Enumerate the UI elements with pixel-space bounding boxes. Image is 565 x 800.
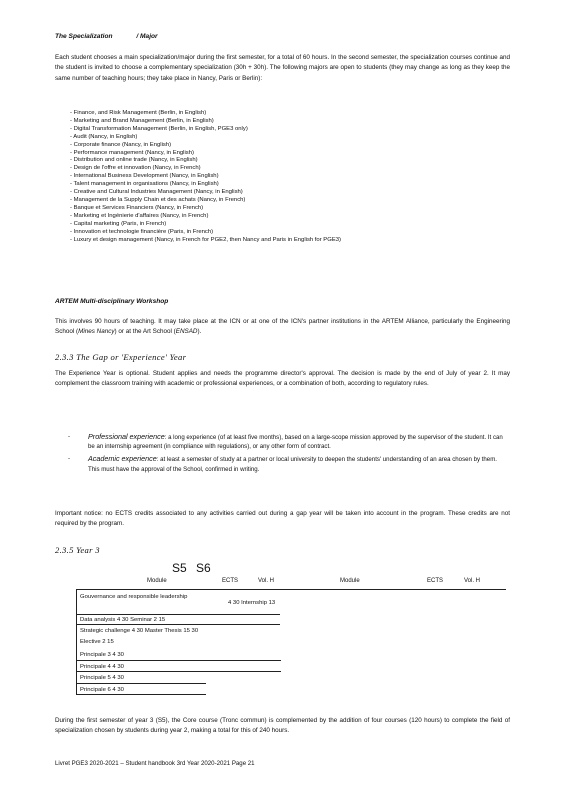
major-item: - Corporate finance (Nancy, in English): [70, 141, 172, 148]
table-rule: [76, 683, 206, 684]
table-row: Gouvernance and responsible leadership: [80, 594, 188, 600]
specialization-heading-part-a: The Specialization: [55, 33, 113, 40]
experience-text: : a long experience (of at least five months), based on a large-scope mission approved by the supervisor of the student. It can be an internship agreement (in compliance with regulations), or any other form of contract.: [88, 434, 503, 451]
artem-heading: ARTEM Multi-disciplinary Workshop: [55, 298, 169, 305]
table-row: Principale 5 4 30: [80, 675, 124, 681]
major-item: - Banque et Services Financiers (Nancy, in French): [70, 204, 204, 211]
table-rule: [76, 589, 77, 695]
major-item: - Capital marketing (Paris, in French): [70, 220, 167, 227]
experience-title: Academic experience: [88, 454, 157, 464]
experience-text: : at least a semester of study at a partner or local university to deepen the students' understanding of an area chosen by them. This must have the approval of the School, confirmed in writing.: [88, 456, 497, 473]
table-rule: [76, 589, 506, 590]
right-vol-header: Vol. H: [464, 578, 481, 584]
majors-list: [70, 110, 500, 244]
experience-list: [68, 432, 508, 477]
artem-text: [55, 317, 510, 338]
table-rule: [76, 671, 281, 672]
table-row: Strategic challenge 4 30 Master Thesis 15 30: [80, 628, 199, 634]
bullet-dash-icon: -: [68, 433, 71, 440]
specialization-heading: [55, 32, 158, 42]
s6-label: S6: [196, 561, 211, 575]
major-item: - Innovation et technologie financière (Paris, in French): [70, 228, 214, 235]
major-item: - Management de la Supply Chain et des achats (Nancy, in French): [70, 196, 246, 203]
table-row: Principale 3 4 30: [80, 652, 124, 658]
artem-text-b: ) or at the Art School (: [114, 328, 176, 336]
s5-label: S5: [172, 561, 187, 575]
experience-item: [68, 454, 508, 473]
year3-heading: 2.3.5 Year 3: [55, 545, 100, 555]
table-row: Data analysis 4 30 Seminar 2 15: [80, 617, 166, 623]
experience-title: Professional experience: [88, 432, 165, 441]
left-ects-header: ECTS: [222, 578, 239, 584]
table-row: Elective 2 15: [80, 639, 114, 645]
table-rule: [76, 614, 280, 615]
table-rule: [76, 624, 280, 625]
major-item: - Marketing and Brand Management (Berlin, in English): [70, 117, 214, 124]
major-item: - Luxury et design management (Nancy, in French for PGE2, then Nancy and Paris in English for PGE3): [70, 236, 341, 243]
major-item: - Design de l'offre et innovation (Nancy, in French): [70, 165, 201, 172]
experience-item: [68, 432, 508, 451]
semester-labels: [172, 561, 211, 575]
mines-nancy-text: Mines Nancy: [78, 328, 115, 336]
left-vol-header: Vol. H: [258, 578, 275, 584]
major-item: - Audit (Nancy, in English): [70, 133, 138, 140]
table-row: Principale 6 4 30: [80, 687, 124, 693]
ensad-text: ENSAD: [175, 328, 198, 336]
table-rule: [76, 660, 281, 661]
bullet-dash-icon: -: [68, 455, 71, 463]
artem-text-c: ).: [197, 328, 202, 336]
gap-year-heading: 2.3.3 The Gap or 'Experience' Year: [55, 352, 187, 362]
gap-year-text: The Experience Year is optional. Student applies and needs the programme director's approval. The decision is made by the end of July of year 2. It may complement the classroom training with academic or professional experiences, or a combination of both, according to regulatory rules.: [55, 370, 510, 388]
major-item: - International Business Development (Nancy, in English): [70, 173, 219, 180]
major-item: - Performance management (Nancy, in English): [70, 149, 194, 156]
right-ects-header: ECTS: [427, 578, 444, 584]
table-rule: [76, 694, 206, 695]
specialization-heading-part-b: / Major: [136, 33, 158, 40]
artem-text-a: This involves 90 hours of teaching. It may take place at the ICN or at one of the ICN's partner institutions in the ARTEM Alliance, particularly the Engineering School (: [55, 318, 510, 336]
year3-closing-text: During the first semester of year 3 (S5), the Core course (Tronc commun) is complemented by the addition of four courses (120 hours) to complete the field of specialization chosen by students during year 2, making a total for this of 240 hours.: [55, 717, 510, 735]
specialization-intro: Each student chooses a main specialization/major during the first semester, for a total of 60 hours. In the second semester, the specialization courses continue and the student is invited to choose a complementary specialization (30h + 30h). The following majors are open to students (they may change as long as they keep the same number of teaching hours; they take place in Nancy, Paris or Berlin):: [55, 54, 510, 82]
major-item: - Finance, and Risk Management (Berlin, in English): [70, 110, 207, 116]
page-footer: Livret PGE3 2020-2021 – Student handbook 3rd Year 2020-2021 Page 21: [55, 760, 255, 767]
major-item: - Digital Transformation Management (Berlin, in English, PGE3 only): [70, 125, 248, 132]
major-item: - Marketing et Ingénierie d'affaires (Nancy, in French): [70, 212, 209, 219]
left-module-header: Module: [147, 578, 167, 584]
important-notice: Important notice: no ECTS credits associated to any activities carried out during a gap year will be taken into account in the program. These credits are not required by the program.: [55, 510, 510, 528]
major-item: - Creative and Cultural Industries Management (Nancy, in English): [70, 189, 243, 196]
right-module-header: Module: [340, 578, 360, 584]
table-row: Principale 4 4 30: [80, 664, 124, 670]
major-item: - Talent management in organisations (Nancy, in English): [70, 181, 219, 188]
table-row: 4 30 Internship 13: [228, 600, 276, 606]
major-item: - Distribution and online trade (Nancy, in English): [70, 157, 198, 164]
